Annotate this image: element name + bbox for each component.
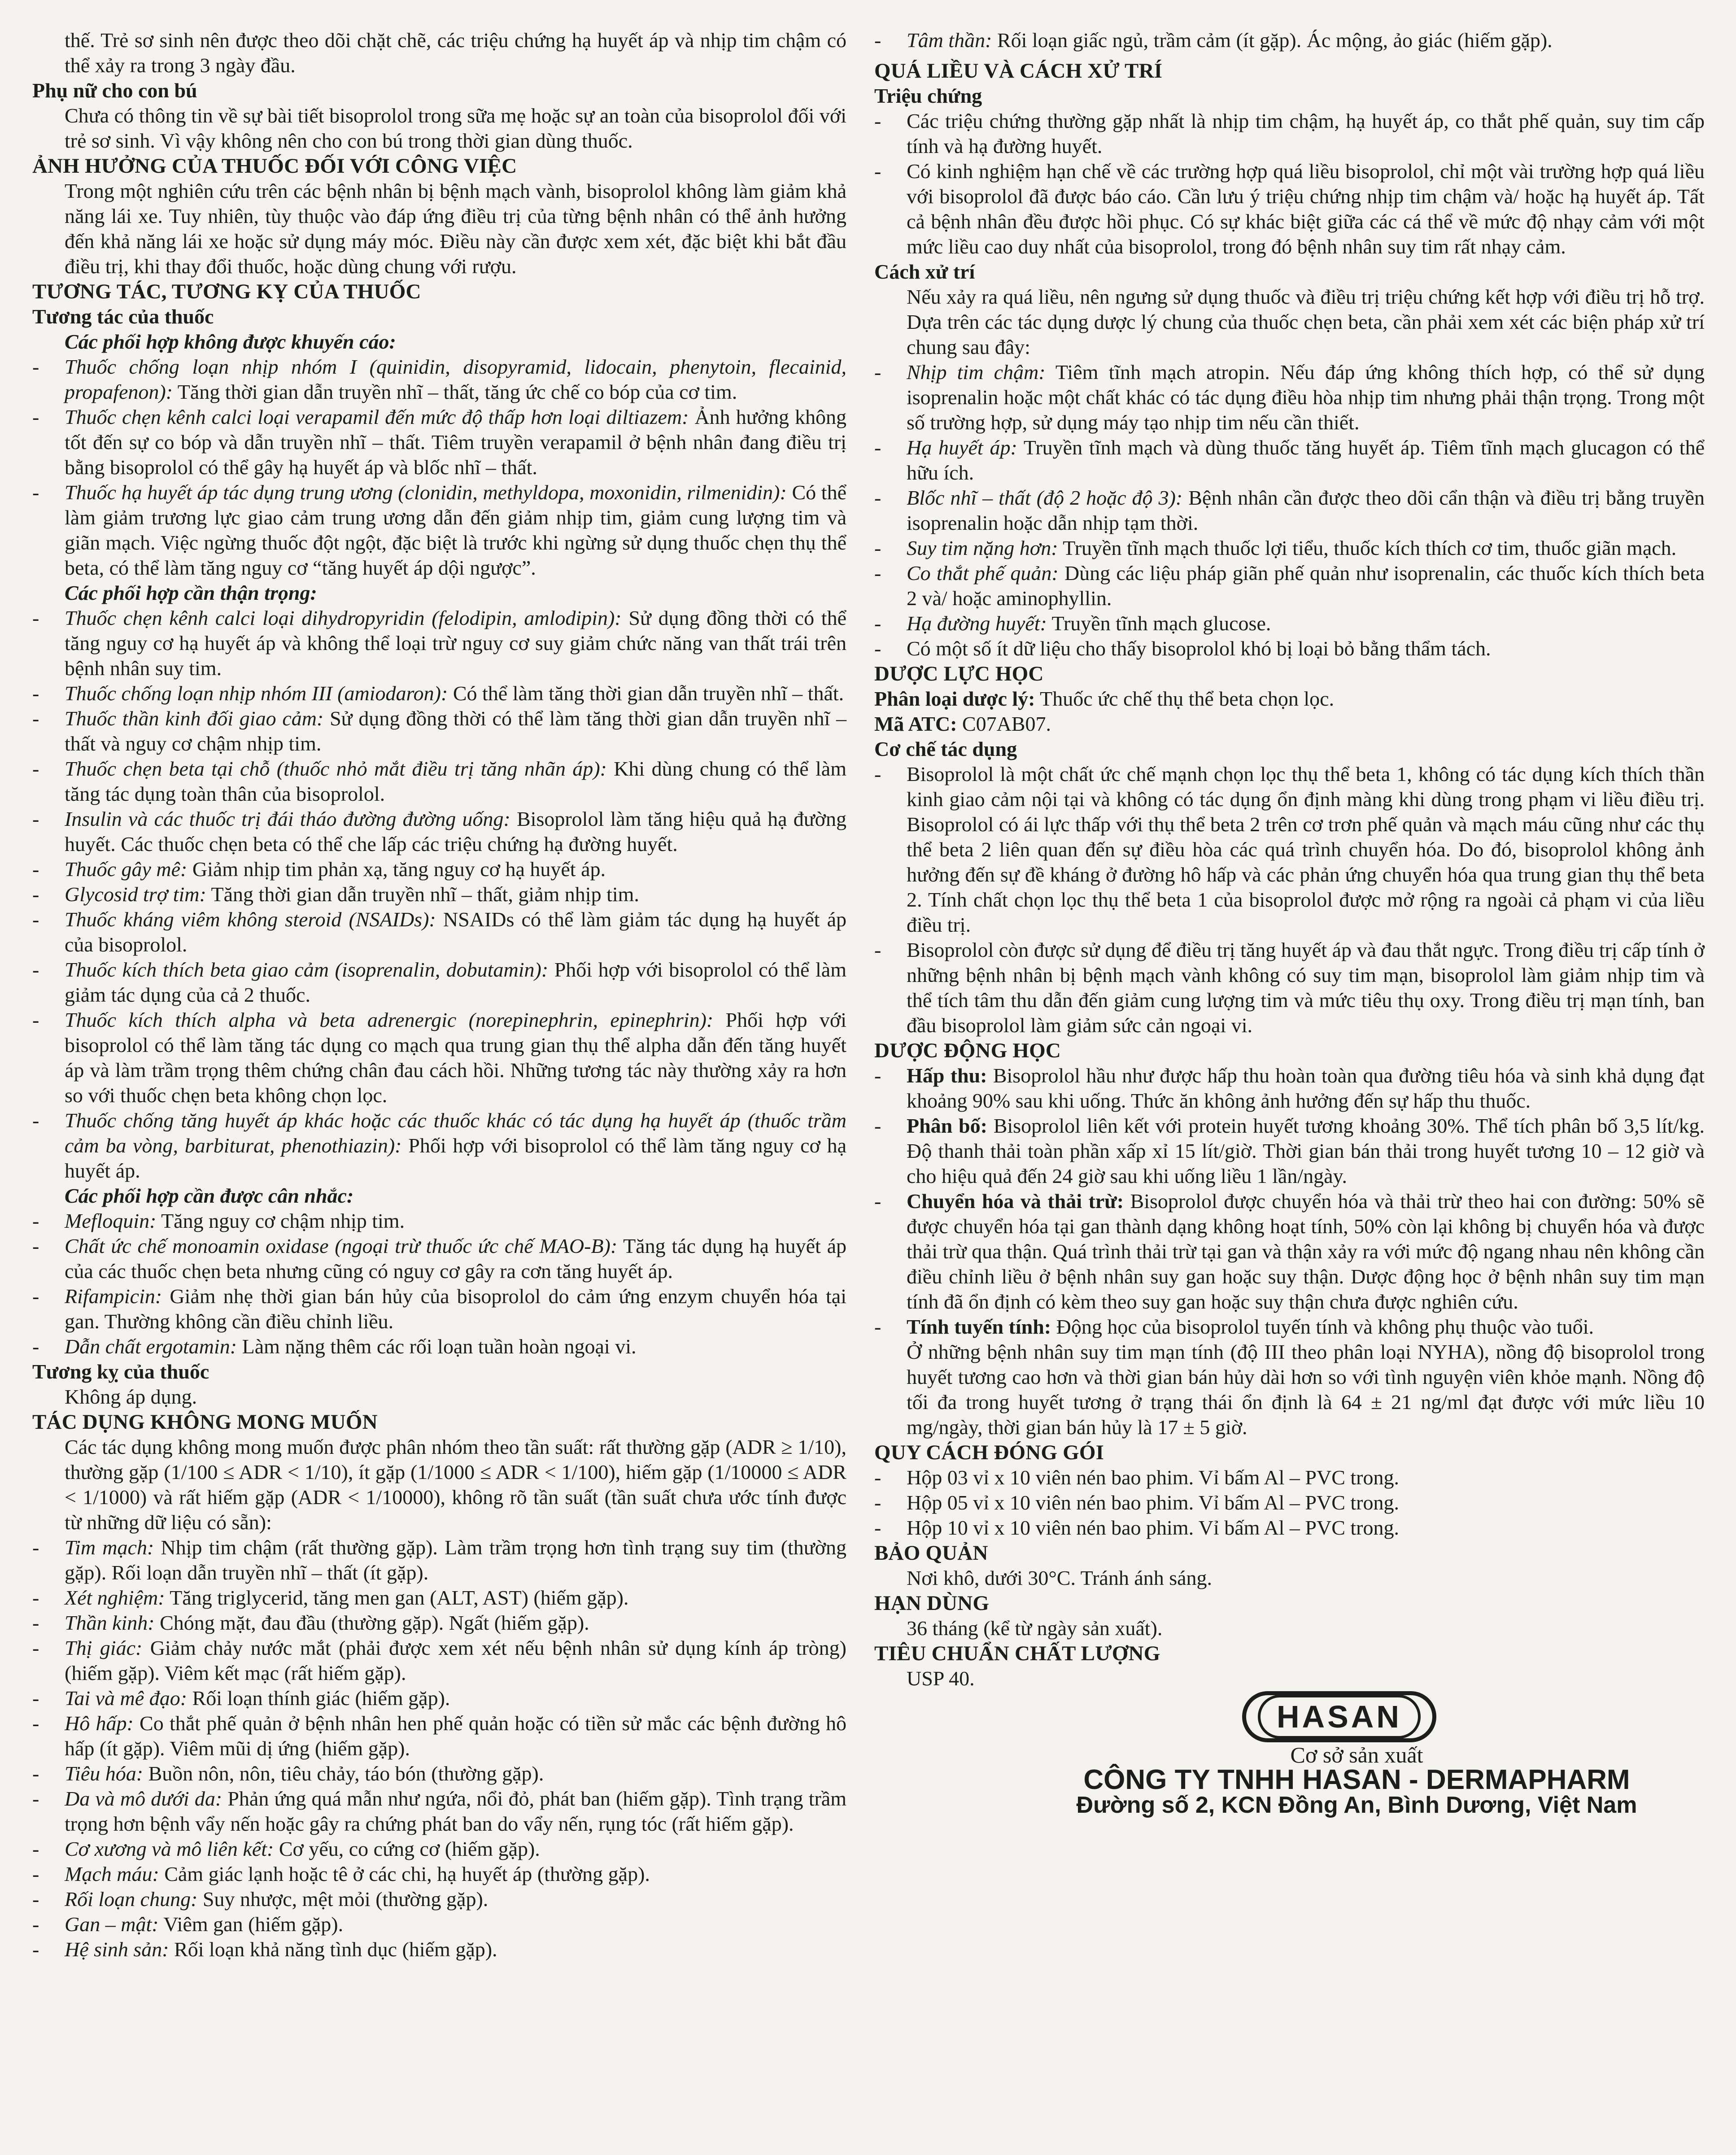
left-column [32, 28, 846, 2155]
nursing-heading: Phụ nữ cho con bú [32, 79, 197, 102]
treatment-intro: Nếu xảy ra quá liều, nên ngưng sử dụng thuốc và điều trị triệu chứng kết hợp với điều trị hỗ trợ. Dựa trên các tác dụng dược lý chung của thuốc chẹn beta, cần phải xem xét các biện pháp xử trí chung sau đây: [907, 285, 1705, 358]
expiry-heading: HẠN DÙNG [874, 1592, 990, 1615]
list-item: - Các triệu chứng thường gặp nhất là nhịp tim chậm, hạ huyết áp, co thắt phế quản, suy tim cấp tính và hạ đường huyết. [874, 109, 1705, 159]
atc-code: Mã ATC: C07AB07. [874, 712, 1051, 735]
list-item: - Insulin và các thuốc trị đái tháo đường đường uống: Bisoprolol làm tăng hiệu quả hạ đường huyết. Các thuốc chẹn beta có thể che lấp các triệu chứng hạ đường huyết. [32, 807, 846, 857]
caution-heading: Các phối hợp cần thận trọng: [65, 581, 317, 604]
incompatibility-heading: Tương kỵ của thuốc [32, 1360, 209, 1383]
list-item: - Hộp 10 vỉ x 10 viên nén bao phim. Vỉ bấm Al – PVC trong. [874, 1515, 1705, 1540]
list-item: - Hấp thu: Bisoprolol hầu như được hấp thu hoàn toàn qua đường tiêu hóa và sinh khả dụng đạt khoảng 90% sau khi uống. Thức ăn không ảnh hưởng đến sự hấp thu thuốc. [874, 1063, 1705, 1113]
list-item: - Thuốc chống loạn nhịp nhóm III (amiodaron): Có thể làm tăng thời gian dẫn truyền nhĩ – thất. [32, 681, 846, 706]
symptoms-heading: Triệu chứng [874, 84, 982, 107]
nursing-paragraph: Chưa có thông tin về sự bài tiết bisoprolol trong sữa mẹ hoặc sự an toàn của bisoprolol đối với trẻ sơ sinh. Vì vậy không nên cho con bú trong thời gian dùng thuốc. [65, 104, 846, 152]
adverse-effects-heading: TÁC DỤNG KHÔNG MONG MUỐN [32, 1410, 378, 1434]
list-item: - Thuốc kích thích beta giao cảm (isoprenalin, dobutamin): Phối hợp với bisoprolol có thể làm giảm tác dụng của cả 2 thuốc. [32, 957, 846, 1008]
list-item: - Phân bố: Bisoprolol liên kết với protein huyết tương khoảng 30%. Thể tích phân bố 3,5 lít/kg. Độ thanh thải toàn phần xấp xỉ 15 lít/giờ. Thời gian bán thải trong huyết tương 10 – 12 giờ và cho hiệu quả đến 24 giờ sau khi uống liều 1 lần/ngày. [874, 1113, 1705, 1189]
list-item: - Tim mạch: Nhịp tim chậm (rất thường gặp). Làm trầm trọng hơn tình trạng suy tim (thường gặp). Rối loạn dẫn truyền nhĩ – thất (ít gặp). [32, 1535, 846, 1585]
list-item: - Tai và mê đạo: Rối loạn thính giác (hiếm gặp). [32, 1686, 846, 1711]
list-item: - Rối loạn chung: Suy nhược, mệt mỏi (thường gặp). [32, 1887, 846, 1912]
pharmacological-class: Phân loại dược lý: Thuốc ức chế thụ thể beta chọn lọc. [874, 687, 1335, 710]
list-item: - Thuốc kích thích alpha và beta adrenergic (norepinephrin, epinephrin): Phối hợp với bisoprolol có thể làm tăng tác dụng co mạch qua trung gian thụ thể alpha dẫn đến tăng huyết áp và làm trầm trọng thêm chứng chân đau cách hồi. Những tương tác này thường xảy ra hơn so với thuốc chẹn beta không chọn lọc. [32, 1008, 846, 1108]
list-item: - Thuốc chống loạn nhịp nhóm I (quinidin, disopyramid, lidocain, phenytoin, flecainid, propafenon): Tăng thời gian dẫn truyền nhĩ – thất, tăng ức chế co bóp của cơ tim. [32, 354, 846, 405]
list-item: - Hộp 03 vỉ x 10 viên nén bao phim. Vỉ bấm Al – PVC trong. [874, 1465, 1705, 1490]
mechanism-heading: Cơ chế tác dụng [874, 737, 1017, 760]
manufacturer-block [874, 1691, 1705, 1818]
quality-standard-heading: TIÊU CHUẨN CHẤT LƯỢNG [874, 1642, 1160, 1665]
list-item: - Gan – mật: Viêm gan (hiếm gặp). [32, 1912, 846, 1937]
list-item: - Thuốc hạ huyết áp tác dụng trung ương (clonidin, methyldopa, moxonidin, rilmenidin): Có thể làm giảm trương lực giao cảm trung ương dẫn đến giảm nhịp tim, giảm cung lượng tim và giãn mạch. Việc ngừng thuốc đột ngột, đặc biệt là trước khi ngừng sử dụng thuốc chẹn thụ thể beta, có thể làm tăng nguy cơ “tăng huyết áp dội ngược”. [32, 480, 846, 580]
quality-standard-text: USP 40. [907, 1667, 975, 1690]
list-item: - Hô hấp: Co thắt phế quản ở bệnh nhân hen phế quản hoặc có tiền sử mắc các bệnh đường hô hấp (ít gặp). Viêm mũi dị ứng (hiếm gặp). [32, 1711, 846, 1761]
hasan-logo [1242, 1691, 1436, 1742]
intro-paragraph: thế. Trẻ sơ sinh nên được theo dõi chặt chẽ, các triệu chứng hạ huyết áp và nhịp tim chậm có thể xảy ra trong 3 ngày đầu. [65, 29, 846, 77]
list-item: - Mefloquin: Tăng nguy cơ chậm nhịp tim. [32, 1208, 846, 1234]
list-item: - Dẫn chất ergotamin: Làm nặng thêm các rối loạn tuần hoàn ngoại vi. [32, 1334, 846, 1359]
linearity-paragraph: Ở những bệnh nhân suy tim mạn tính (độ III theo phân loại NYHA), nồng độ bisoprolol trong huyết tương cao hơn và thời gian bán hủy dài hơn so với tình nguyện viên khỏe mạnh. Nồng độ tối đa trong huyết tương ở trạng thái ổn định là 64 ± 21 ng/ml đạt được với mức liều 10 mg/ngày, thời gian bán hủy là 17 ± 5 giờ. [907, 1340, 1705, 1439]
storage-heading: BẢO QUẢN [874, 1541, 988, 1565]
list-item: - Hộp 05 vỉ x 10 viên nén bao phim. Vỉ bấm Al – PVC trong. [874, 1490, 1705, 1515]
list-item: - Nhịp tim chậm: Tiêm tĩnh mạch atropin. Nếu đáp ứng không thích hợp, có thể sử dụng isoprenalin hoặc một chất khác có tác dụng điều hòa nhịp tim nhưng phải thận trọng. Trong một số trường hợp, sử dụng máy tạo nhịp tim nếu cần thiết. [874, 360, 1705, 435]
packaging-heading: QUY CÁCH ĐÓNG GÓI [874, 1441, 1104, 1464]
not-recommended-heading: Các phối hợp không được khuyến cáo: [65, 330, 396, 353]
list-item: - Thuốc thần kinh đối giao cảm: Sử dụng đồng thời có thể làm tăng thời gian dẫn truyền nhĩ – thất và nguy cơ chậm nhịp tim. [32, 706, 846, 756]
list-item: - Bisoprolol là một chất ức chế mạnh chọn lọc thụ thể beta 1, không có tác dụng kích thích thần kinh giao cảm nội tại và không có tác dụng ổn định màng khi dùng trong phạm vi liều điều trị. Bisoprolol có ái lực thấp với thụ thể beta 2 trên cơ trơn phế quản và mạch máu cũng như các thụ thể beta 2 liên quan đến sự điều hòa các quá trình chuyển hóa. Do đó, bisoprolol không ảnh hưởng đến sự đề kháng ở đường hô hấp và các phản ứng chuyển hóa qua trung gian thụ thể beta 2. Tính chất chọn lọc thụ thể beta 1 của bisoprolol được mở rộng ra ngoài cả phạm vi của liều điều trị. [874, 762, 1705, 938]
list-item: - Chuyển hóa và thải trừ: Bisoprolol được chuyển hóa và thải trừ theo hai con đường: 50% sẽ được chuyển hóa tại gan thành dạng không hoạt tính, 50% còn lại không bị chuyển hóa và được thải trừ qua thận. Quá trình thải trừ tại gan và thận xảy ra với mức độ ngang nhau nên không cần điều chỉnh liều ở bệnh nhân suy gan hoặc suy thận. Dược động học ở bệnh nhân suy tim mạn tính đã ổn định có kèm theo suy gan hoặc suy thận chưa được nghiên cứu. [874, 1189, 1705, 1314]
list-item: - Rifampicin: Giảm nhẹ thời gian bán hủy của bisoprolol do cảm ứng enzym chuyển hóa tại gan. Thường không cần điều chỉnh liều. [32, 1284, 846, 1334]
list-item: - Tâm thần: Rối loạn giấc ngủ, trầm cảm (ít gặp). Ác mộng, ảo giác (hiếm gặp). [874, 28, 1705, 53]
logo-text: HASAN [1258, 1695, 1421, 1739]
right-column [874, 28, 1705, 2155]
company-address: Đường số 2, KCN Đồng An, Bình Dương, Việt Nam [1076, 1792, 1637, 1818]
list-item: - Xét nghiệm: Tăng triglycerid, tăng men gan (ALT, AST) (hiếm gặp). [32, 1585, 846, 1610]
list-item: - Glycosid trợ tim: Tăng thời gian dẫn truyền nhĩ – thất, giảm nhịp tim. [32, 882, 846, 907]
work-effects-heading: ẢNH HƯỞNG CỦA THUỐC ĐỐI VỚI CÔNG VIỆC [32, 154, 517, 178]
storage-text: Nơi khô, dưới 30°C. Tránh ánh sáng. [907, 1566, 1213, 1589]
incompatibility-text: Không áp dụng. [65, 1385, 197, 1408]
list-item: - Cơ xương và mô liên kết: Cơ yếu, co cứng cơ (hiếm gặp). [32, 1837, 846, 1862]
company-name: CÔNG TY TNHH HASAN - DERMAPHARM [1083, 1764, 1630, 1795]
work-effects-paragraph: Trong một nghiên cứu trên các bệnh nhân bị bệnh mạch vành, bisoprolol không làm giảm khả năng lái xe. Tuy nhiên, tùy thuộc vào đáp ứng điều trị của từng bệnh nhân có thể ảnh hưởng đến khả năng lái xe hoặc sử dụng máy móc. Điều này cần được xem xét, đặc biệt khi bắt đầu điều trị, khi thay đổi thuốc, hoặc dùng chung với rượu. [65, 179, 846, 278]
list-item: - Thần kinh: Chóng mặt, đau đầu (thường gặp). Ngất (hiếm gặp). [32, 1610, 846, 1636]
list-item: - Hạ đường huyết: Truyền tĩnh mạch glucose. [874, 611, 1705, 636]
pharmacokinetics-heading: DƯỢC ĐỘNG HỌC [874, 1039, 1061, 1062]
pharmacodynamics-heading: DƯỢC LỰC HỌC [874, 662, 1044, 685]
list-item: - Thuốc chống tăng huyết áp khác hoặc các thuốc khác có tác dụng hạ huyết áp (thuốc trầm cảm ba vòng, barbiturat, phenothiazin): Phối hợp với bisoprolol có thể làm tăng nguy cơ hạ huyết áp. [32, 1108, 846, 1183]
list-item: - Tiêu hóa: Buồn nôn, nôn, tiêu chảy, táo bón (thường gặp). [32, 1761, 846, 1786]
list-item: - Thị giác: Giảm chảy nước mắt (phải được xem xét nếu bệnh nhân sử dụng kính áp tròng) (hiếm gặp). Viêm kết mạc (rất hiếm gặp). [32, 1636, 846, 1686]
list-item: - Hệ sinh sản: Rối loạn khả năng tình dục (hiếm gặp). [32, 1937, 846, 1962]
list-item: - Blốc nhĩ – thất (độ 2 hoặc độ 3): Bệnh nhân cần được theo dõi cẩn thận và điều trị bằng truyền isoprenalin hoặc dẫn nhịp tạm thời. [874, 485, 1705, 536]
list-item: - Chất ức chế monoamin oxidase (ngoại trừ thuốc ức chế MAO-B): Tăng tác dụng hạ huyết áp của các thuốc chẹn beta nhưng cũng có nguy cơ gây ra cơn tăng huyết áp. [32, 1234, 846, 1284]
expiry-text: 36 tháng (kể từ ngày sản xuất). [907, 1617, 1163, 1640]
list-item: - Có kinh nghiệm hạn chế về các trường hợp quá liều bisoprolol, chỉ một vài trường hợp quá liều với bisoprolol đã được báo cáo. Cần lưu ý triệu chứng nhịp tim chậm và/ hoặc hạ huyết áp. Tất cả bệnh nhân đều được hồi phục. Có sự khác biệt giữa các cá thể về mức độ nhạy cảm với một mức liều cao duy nhất của bisoprolol, trong đó bệnh nhân suy tim rất nhạy cảm. [874, 159, 1705, 259]
list-item: - Thuốc gây mê: Giảm nhịp tim phản xạ, tăng nguy cơ hạ huyết áp. [32, 857, 846, 882]
list-item: - Hạ huyết áp: Truyền tĩnh mạch và dùng thuốc tăng huyết áp. Tiêm tĩnh mạch glucagon có thể hữu ích. [874, 435, 1705, 485]
treatment-heading: Cách xử trí [874, 260, 975, 283]
list-item: - Da và mô dưới da: Phản ứng quá mẫn như ngứa, nổi đỏ, phát ban (hiếm gặp). Tình trạng trầm trọng hơn bệnh vẩy nến hoặc gây ra chứng phát ban do vẩy nến, rụng tóc (rất hiếm gặp). [32, 1786, 846, 1837]
adverse-effects-intro: Các tác dụng không mong muốn được phân nhóm theo tần suất: rất thường gặp (ADR ≥ 1/10), thường gặp (1/100 ≤ ADR < 1/10), ít gặp (1/1000 ≤ ADR < 1/100), hiếm gặp (1/10000 ≤ ADR < 1/1000) và rất hiếm gặp (ADR < 1/10000), không rõ tần suất (tần suất chưa ước tính được từ những dữ liệu có sẵn): [65, 1435, 846, 1534]
list-item: - Thuốc chẹn kênh calci loại verapamil đến mức độ thấp hơn loại diltiazem: Ảnh hưởng không tốt đến sự co bóp và dẫn truyền nhĩ – thất. Tiêm truyền verapamil ở bệnh nhân đang điều trị bằng bisoprolol có thể gây hạ huyết áp và blốc nhĩ – thất. [32, 405, 846, 480]
list-item: - Có một số ít dữ liệu cho thấy bisoprolol khó bị loại bỏ bằng thẩm tách. [874, 636, 1705, 661]
list-item: - Thuốc kháng viêm không steroid (NSAIDs): NSAIDs có thể làm giảm tác dụng hạ huyết áp của bisoprolol. [32, 907, 846, 957]
list-item: - Suy tim nặng hơn: Truyền tĩnh mạch thuốc lợi tiểu, thuốc kích thích cơ tim, thuốc giãn mạch. [874, 536, 1705, 561]
list-item: - Thuốc chẹn beta tại chỗ (thuốc nhỏ mắt điều trị tăng nhãn áp): Khi dùng chung có thể làm tăng tác dụng toàn thân của bisoprolol. [32, 756, 846, 807]
consider-heading: Các phối hợp cần được cân nhắc: [65, 1184, 354, 1207]
list-item: - Mạch máu: Cảm giác lạnh hoặc tê ở các chi, hạ huyết áp (thường gặp). [32, 1862, 846, 1887]
interactions-subheading: Tương tác của thuốc [32, 305, 214, 328]
list-item: - Tính tuyến tính: Động học của bisoprolol tuyến tính và không phụ thuộc vào tuổi. [874, 1314, 1705, 1339]
list-item: - Co thắt phế quản: Dùng các liệu pháp giãn phế quản như isoprenalin, các thuốc kích thích beta 2 và/ hoặc aminophyllin. [874, 561, 1705, 611]
list-item: - Bisoprolol còn được sử dụng để điều trị tăng huyết áp và đau thắt ngực. Trong điều trị cấp tính ở những bệnh nhân bị bệnh mạch vành không có suy tim mạn, bisoprolol làm giảm nhịp tim và thể tích tâm thu dẫn đến giảm cung lượng tim và mức tiêu thụ oxy. Trong điều trị mạn tính, ban đầu bisoprolol làm giảm sức cản ngoại vi. [874, 938, 1705, 1038]
list-item: - Thuốc chẹn kênh calci loại dihydropyridin (felodipin, amlodipin): Sử dụng đồng thời có thể tăng nguy cơ hạ huyết áp và không thể loại trừ nguy cơ suy giảm chức năng van thất trái trên bệnh nhân suy tim. [32, 606, 846, 681]
overdose-heading: QUÁ LIỀU VÀ CÁCH XỬ TRÍ [874, 59, 1163, 83]
interactions-heading: TƯƠNG TÁC, TƯƠNG KỴ CỦA THUỐC [32, 280, 421, 303]
facility-label: Cơ sở sản xuất [1290, 1742, 1423, 1767]
